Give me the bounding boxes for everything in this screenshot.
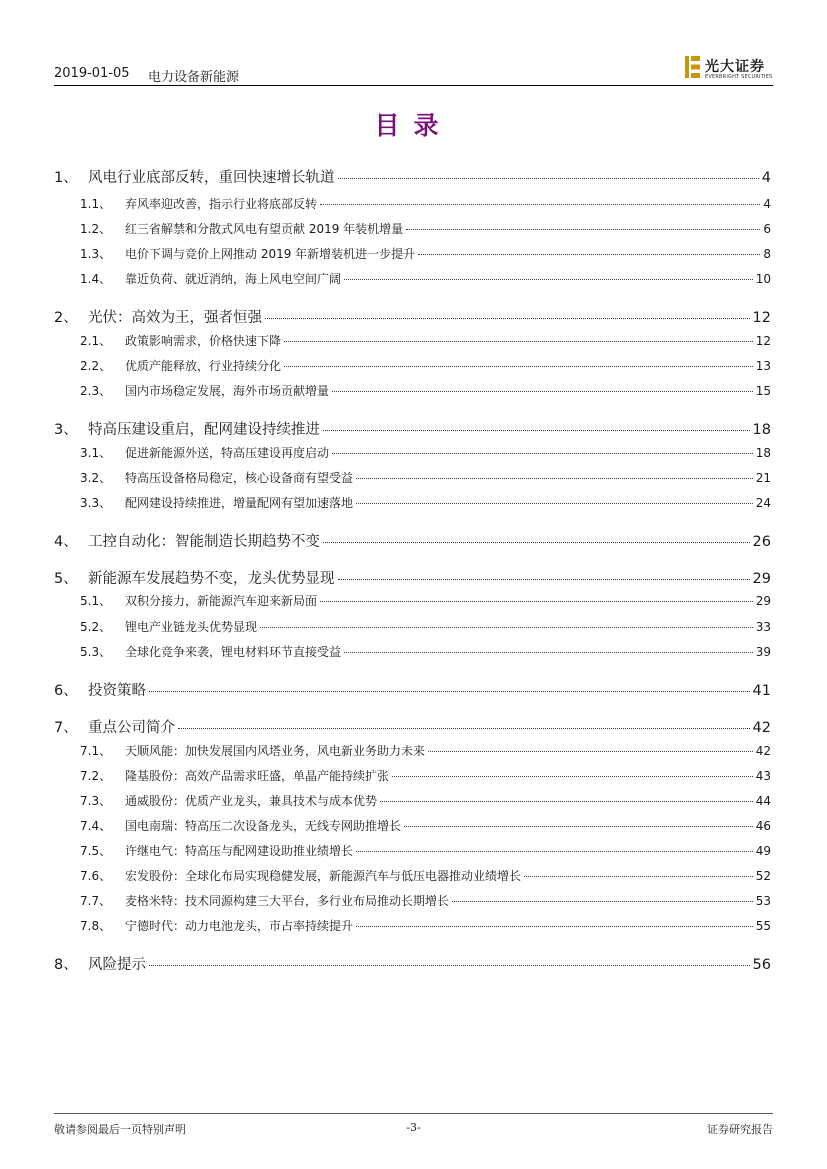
toc-page-number: 12 [752, 310, 771, 326]
logo-text-cn: 光大证券 [705, 59, 765, 75]
toc-heading: 隆基股份：高效产品需求旺盛，单晶产能持续扩张 [125, 769, 390, 783]
toc-leader-dots [332, 453, 753, 454]
toc-leader-dots [428, 751, 753, 752]
toc-page-number: 21 [755, 471, 771, 485]
toc-number: 1.1、 [80, 197, 112, 211]
toc-section[interactable] [54, 166, 771, 187]
logo-text-en: EVERBRIGHT SECURITIES [705, 74, 773, 80]
toc-page-number: 44 [755, 794, 771, 808]
toc-number: 1、 [54, 170, 78, 186]
toc-page-number: 42 [755, 744, 771, 758]
toc-leader-dots [356, 478, 753, 479]
toc-section[interactable] [54, 953, 771, 974]
toc-number: 2.2、 [80, 359, 112, 373]
toc-subsection[interactable] [54, 357, 771, 374]
toc-section[interactable] [54, 418, 771, 439]
toc-heading: 投资策略 [88, 683, 146, 699]
toc-leader-dots [284, 341, 753, 342]
toc-leader-dots [332, 391, 753, 392]
toc-leader-dots [320, 601, 753, 602]
toc-leader-dots [452, 901, 753, 902]
toc-subsection[interactable] [54, 220, 771, 237]
toc-heading: 红三省解禁和分散式风电有望贡献 2019 年装机增量 [125, 222, 404, 236]
toc-subsection[interactable] [54, 270, 771, 287]
toc-subsection[interactable] [54, 917, 771, 934]
toc-page-number: 15 [755, 384, 771, 398]
toc-page-number: 39 [755, 645, 771, 659]
toc-heading: 电价下调与竞价上网推动 2019 年新增装机进一步提升 [125, 247, 416, 261]
toc-number: 4、 [54, 534, 78, 550]
toc-leader-dots [265, 318, 750, 319]
toc-page-number: 8 [763, 247, 771, 261]
toc-leader-dots [149, 691, 750, 692]
toc-leader-dots [344, 279, 753, 280]
toc-heading: 特高压设备格局稳定，核心设备商有望受益 [125, 471, 354, 485]
toc-page-number: 53 [755, 894, 771, 908]
toc-section[interactable] [54, 679, 771, 700]
toc-leader-dots [404, 826, 753, 827]
toc-page-number: 42 [752, 720, 771, 736]
toc-page-number: 29 [755, 594, 771, 608]
toc-section[interactable] [54, 306, 771, 327]
toc-page-number: 26 [752, 534, 771, 550]
toc-leader-dots [418, 254, 760, 255]
toc-subsection[interactable] [54, 618, 771, 635]
toc-leader-dots [380, 801, 753, 802]
toc-heading: 通威股份：优质产业龙头，兼具技术与成本优势 [125, 794, 378, 808]
toc-leader-dots [320, 204, 760, 205]
toc-leader-dots [392, 776, 753, 777]
toc-page-number: 55 [755, 919, 771, 933]
toc-page-number: 12 [755, 334, 771, 348]
toc-number: 3、 [54, 422, 78, 438]
toc-subsection[interactable] [54, 332, 771, 349]
toc-page-number: 4 [763, 197, 771, 211]
toc-page-number: 33 [755, 620, 771, 634]
toc-number: 7.6、 [80, 869, 112, 883]
toc-leader-dots [260, 627, 753, 628]
toc-number: 5、 [54, 571, 78, 587]
toc-leader-dots [524, 876, 753, 877]
toc-title: 目录 [374, 111, 453, 140]
industry-label: 电力设备新能源 [148, 70, 240, 85]
toc-subsection[interactable] [54, 444, 771, 461]
toc-number: 2.3、 [80, 384, 112, 398]
toc-number: 2、 [54, 310, 78, 326]
toc-number: 1.3、 [80, 247, 112, 261]
toc-page-number: 52 [755, 869, 771, 883]
toc-number: 3.3、 [80, 496, 112, 510]
toc-subsection[interactable] [54, 817, 771, 834]
toc-heading: 靠近负荷、就近消纳，海上风电空间广阔 [125, 272, 342, 286]
toc-subsection[interactable] [54, 842, 771, 859]
toc-number: 5.1、 [80, 594, 112, 608]
toc-heading: 工控自动化：智能制造长期趋势不变 [88, 534, 320, 550]
toc-page-number: 29 [752, 571, 771, 587]
toc-leader-dots [356, 926, 753, 927]
toc-number: 1.4、 [80, 272, 112, 286]
toc-leader-dots [344, 652, 753, 653]
toc-number: 7.5、 [80, 844, 112, 858]
toc-heading: 配网建设持续推进，增量配网有望加速落地 [125, 496, 354, 510]
toc-page-number: 6 [763, 222, 771, 236]
toc-subsection[interactable] [54, 792, 771, 809]
toc-number: 7.2、 [80, 769, 112, 783]
toc-subsection[interactable] [54, 767, 771, 784]
toc-heading: 许继电气：特高压与配网建设助推业绩增长 [125, 844, 354, 858]
toc-subsection[interactable] [54, 382, 771, 399]
toc-subsection[interactable] [54, 469, 771, 486]
toc-page-number: 43 [755, 769, 771, 783]
toc-heading: 宁德时代：动力电池龙头，市占率持续提升 [125, 919, 354, 933]
toc-section[interactable] [54, 567, 771, 588]
toc-leader-dots [323, 430, 750, 431]
toc-heading: 锂电产业链龙头优势显现 [125, 620, 258, 634]
toc-heading: 麦格米特：技术同源构建三大平台，多行业布局推动长期增长 [125, 894, 450, 908]
toc-leader-dots [338, 579, 750, 580]
toc-heading: 双积分接力，新能源汽车迎来新局面 [125, 594, 318, 608]
toc-page-number: 56 [752, 957, 771, 973]
toc-number: 1.2、 [80, 222, 112, 236]
toc-heading: 优质产能释放，行业持续分化 [125, 359, 282, 373]
report-date: 2019-01-05 [54, 66, 130, 81]
toc-number: 7.8、 [80, 919, 112, 933]
toc-heading: 国电南瑞：特高压二次设备龙头，无线专网助推增长 [125, 819, 402, 833]
toc-number: 7.3、 [80, 794, 112, 808]
toc-subsection[interactable] [54, 867, 771, 884]
toc-number: 8、 [54, 957, 78, 973]
toc-number: 6、 [54, 683, 78, 699]
logo-mark-icon [685, 56, 700, 78]
toc-number: 5.2、 [80, 620, 112, 634]
toc-leader-dots [356, 503, 753, 504]
toc-leader-dots [356, 851, 753, 852]
toc-leader-dots [149, 965, 750, 966]
toc-heading: 风险提示 [88, 957, 146, 973]
toc-heading: 促进新能源外送，特高压建设再度启动 [125, 446, 330, 460]
toc-subsection[interactable] [54, 892, 771, 909]
toc-subsection[interactable] [54, 742, 771, 759]
page-header [54, 55, 773, 85]
page-number: -3- [406, 1121, 421, 1134]
toc-page-number: 24 [755, 496, 771, 510]
toc-number: 5.3、 [80, 645, 112, 659]
toc-heading: 国内市场稳定发展，海外市场贡献增量 [125, 384, 330, 398]
toc-heading: 弃风率迎改善，指示行业将底部反转 [125, 197, 318, 211]
toc-heading: 宏发股份：全球化布局实现稳健发展，新能源汽车与低压电器推动业绩增长 [125, 869, 522, 883]
toc-section[interactable] [54, 530, 771, 551]
toc-leader-dots [338, 178, 759, 179]
toc-number: 3.1、 [80, 446, 112, 460]
toc-heading: 政策影响需求，价格快速下降 [125, 334, 282, 348]
disclaimer-note: 敬请参阅最后一页特别声明 [54, 1123, 186, 1136]
report-type: 证券研究报告 [707, 1123, 773, 1136]
footer-rule [54, 1113, 773, 1114]
toc-page-number: 46 [755, 819, 771, 833]
toc-leader-dots [406, 229, 760, 230]
toc-subsection[interactable] [54, 494, 771, 511]
toc-number: 7、 [54, 720, 78, 736]
toc-heading: 重点公司简介 [88, 720, 175, 736]
toc-page-number: 18 [752, 422, 771, 438]
toc-page-number: 18 [755, 446, 771, 460]
toc-page-number: 13 [755, 359, 771, 373]
toc-page-number: 10 [755, 272, 771, 286]
toc-leader-dots [178, 728, 750, 729]
toc-page-number: 41 [752, 683, 771, 699]
everbright-logo [685, 55, 773, 83]
toc-page-number: 49 [755, 844, 771, 858]
toc-heading: 光伏：高效为王，强者恒强 [88, 310, 262, 326]
toc-number: 7.1、 [80, 744, 112, 758]
toc-leader-dots [284, 366, 753, 367]
toc-heading: 新能源车发展趋势不变，龙头优势显现 [88, 571, 335, 587]
toc-heading: 全球化竞争来袭，锂电材料环节直接受益 [125, 645, 342, 659]
toc-page-number: 4 [761, 170, 771, 186]
header-rule [54, 85, 773, 86]
toc-subsection[interactable] [54, 245, 771, 262]
toc-subsection[interactable] [54, 195, 771, 212]
toc-subsection[interactable] [54, 643, 771, 660]
toc-section[interactable] [54, 716, 771, 737]
toc-heading: 风电行业底部反转，重回快速增长轨道 [88, 170, 335, 186]
toc-subsection[interactable] [54, 592, 771, 609]
toc-number: 3.2、 [80, 471, 112, 485]
toc-number: 2.1、 [80, 334, 112, 348]
toc-number: 7.7、 [80, 894, 112, 908]
toc-heading: 天顺风能：加快发展国内风塔业务，风电新业务助力未来 [125, 744, 426, 758]
toc-leader-dots [323, 542, 750, 543]
toc-heading: 特高压建设重启，配网建设持续推进 [88, 422, 320, 438]
toc-number: 7.4、 [80, 819, 112, 833]
